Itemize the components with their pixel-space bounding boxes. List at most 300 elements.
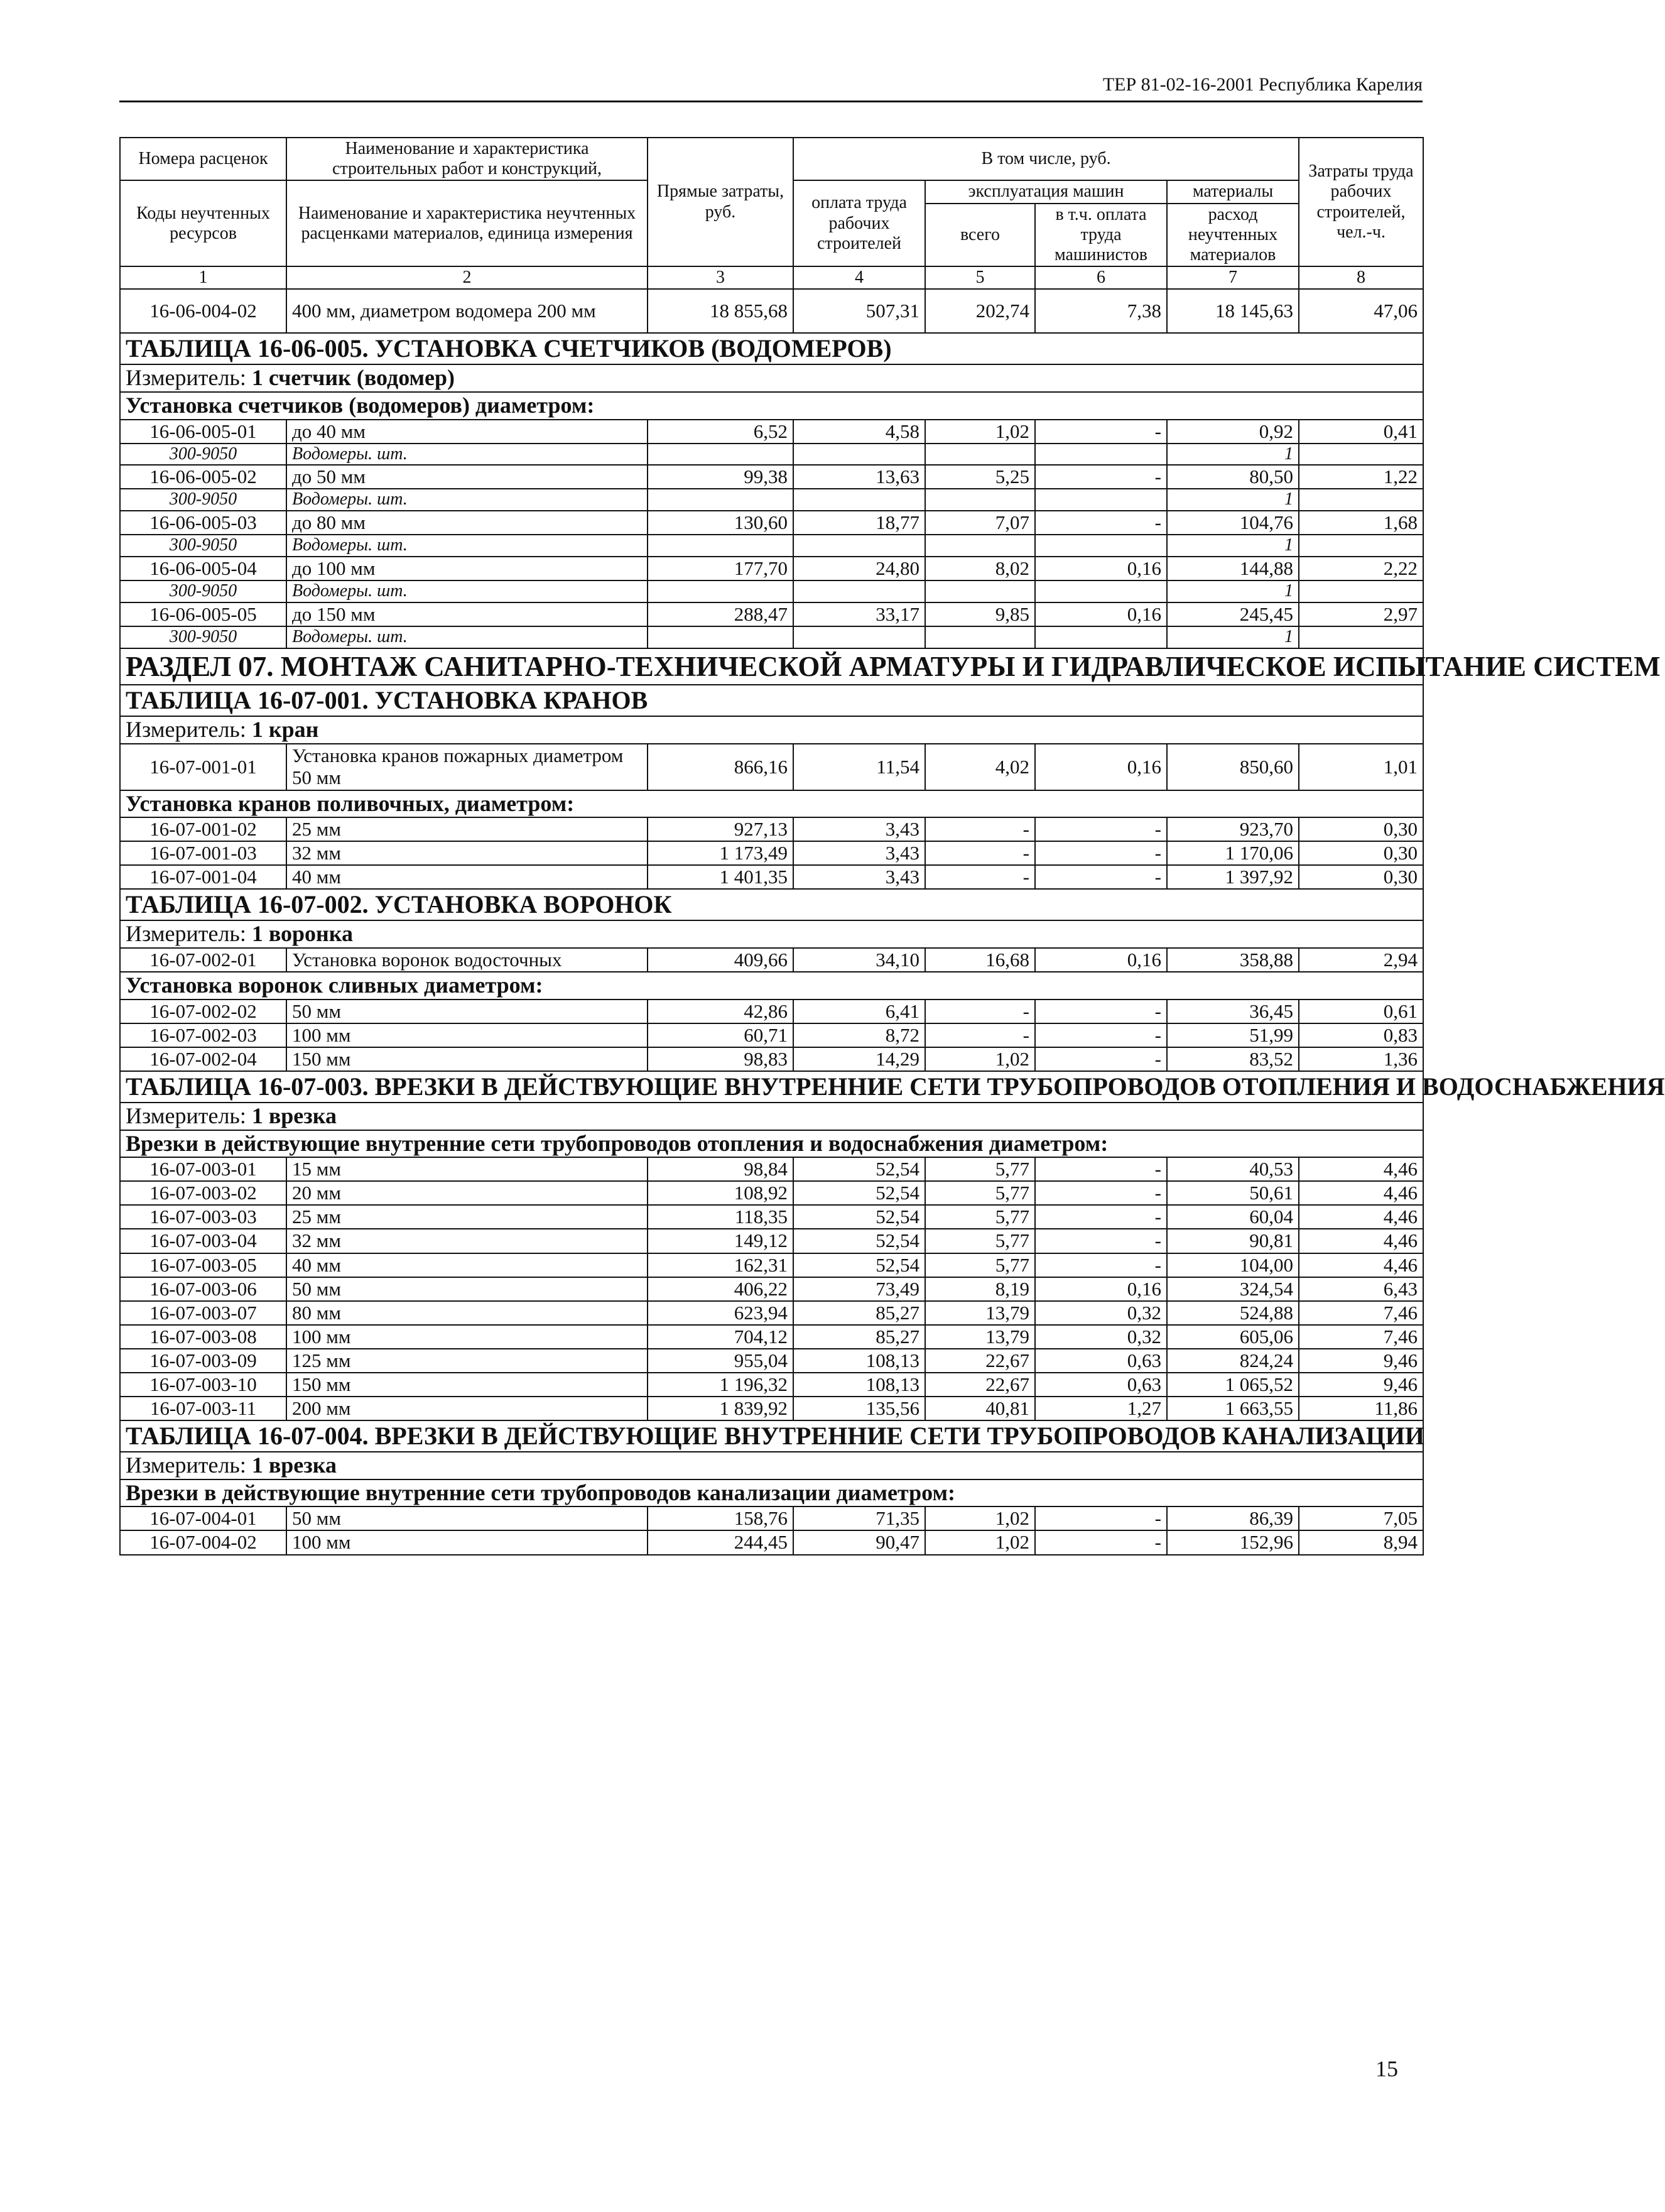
cell-value: - — [1035, 1023, 1167, 1047]
cell-value: - — [1035, 1205, 1167, 1229]
cell-value: 8,19 — [925, 1277, 1035, 1301]
resource-name: Водомеры. шт. — [286, 444, 648, 466]
measure-value: 1 счетчик (водомер) — [251, 365, 455, 391]
cell-value: 80,50 — [1167, 465, 1299, 489]
cell-value: 1,01 — [1299, 744, 1423, 790]
cell-value: 409,66 — [648, 948, 793, 972]
resource-row — [120, 444, 1423, 466]
cell-value: 1 196,32 — [648, 1373, 793, 1397]
cell-value: 4,46 — [1299, 1157, 1423, 1181]
empty-cell — [925, 626, 1035, 648]
cell-value: 40,81 — [925, 1397, 1035, 1420]
table-row — [120, 289, 1423, 333]
empty-cell — [793, 444, 925, 466]
resource-row — [120, 535, 1423, 557]
cell-value: 704,12 — [648, 1325, 793, 1349]
cell-value: 5,77 — [925, 1157, 1035, 1181]
cell-value: 4,02 — [925, 744, 1035, 790]
cell-value: 51,99 — [1167, 1023, 1299, 1047]
cell-value: 90,81 — [1167, 1229, 1299, 1253]
cell-value: - — [1035, 865, 1167, 889]
rate-name: до 80 мм — [286, 511, 648, 535]
table-row — [120, 1047, 1423, 1071]
rate-name: 400 мм, диаметром водомера 200 мм — [286, 289, 648, 333]
table-row — [120, 1023, 1423, 1047]
cell-value: 927,13 — [648, 817, 793, 841]
table-row — [120, 1229, 1423, 1253]
rate-code: 16-07-004-01 — [120, 1506, 286, 1530]
cell-value: - — [1035, 1530, 1167, 1554]
table-row — [120, 511, 1423, 535]
cell-value: 1 401,35 — [648, 865, 793, 889]
cell-value: 5,77 — [925, 1181, 1035, 1205]
measure-label: Измеритель: — [126, 365, 246, 391]
empty-cell — [1299, 535, 1423, 557]
table-row — [120, 420, 1423, 444]
group-title-text: Установка счетчиков (водомеров) диаметром: — [120, 392, 1423, 420]
cell-value: 1,68 — [1299, 511, 1423, 535]
rates-table — [119, 137, 1665, 1555]
cell-value: 34,10 — [793, 948, 925, 972]
resource-qty: 1 — [1167, 444, 1299, 466]
group-title-text: Установка воронок сливных диаметром: — [120, 972, 1423, 1000]
cell-value: 0,83 — [1299, 1023, 1423, 1047]
rate-code: 16-07-003-08 — [120, 1325, 286, 1349]
group-title — [120, 392, 1423, 420]
cell-value: 108,13 — [793, 1349, 925, 1373]
rate-code: 16-07-001-03 — [120, 841, 286, 865]
col-number: 6 — [1035, 266, 1167, 289]
table-title-text: ТАБЛИЦА 16-07-003. ВРЕЗКИ В ДЕЙСТВУЮЩИЕ ВНУТРЕННИЕ СЕТИ ТРУБОПРОВОДОВ ОТОПЛЕНИЯ И ВОДОСНАБЖЕНИЯ — [120, 1071, 1423, 1103]
header-vtch: в т.ч. оплата труда машинистов — [1035, 204, 1167, 267]
cell-value: 7,46 — [1299, 1325, 1423, 1349]
rate-code: 16-07-003-09 — [120, 1349, 286, 1373]
group-title — [120, 1479, 1423, 1507]
rate-code: 16-06-005-03 — [120, 511, 286, 535]
empty-cell — [1299, 580, 1423, 602]
resource-qty: 1 — [1167, 580, 1299, 602]
cell-value: - — [1035, 1157, 1167, 1181]
empty-cell — [793, 489, 925, 511]
t004-rows — [120, 1506, 1423, 1554]
rate-name: 50 мм — [286, 1277, 648, 1301]
cell-value: 4,46 — [1299, 1181, 1423, 1205]
measure-label: Измеритель: — [126, 1452, 246, 1478]
cell-value: 60,71 — [648, 1023, 793, 1047]
table-row — [120, 1253, 1423, 1277]
cell-value: 1 170,06 — [1167, 841, 1299, 865]
resource-code: 300-9050 — [120, 626, 286, 648]
cell-value: 9,85 — [925, 602, 1035, 626]
cell-value: 2,97 — [1299, 602, 1423, 626]
empty-cell — [1035, 626, 1167, 648]
t003-rows — [120, 1157, 1423, 1420]
cell-value: 98,83 — [648, 1047, 793, 1071]
rate-code: 16-07-001-01 — [120, 744, 286, 790]
cell-value: 144,88 — [1167, 557, 1299, 580]
resource-name: Водомеры. шт. — [286, 535, 648, 557]
cell-value: 0,30 — [1299, 865, 1423, 889]
resource-row — [120, 580, 1423, 602]
header-naim2: Наименование и характеристика неучтенных расценками материалов, единица измерения — [286, 180, 648, 266]
col-number: 8 — [1299, 266, 1423, 289]
empty-cell — [793, 626, 925, 648]
rate-name: Установка воронок водосточных — [286, 948, 648, 972]
cell-value: 0,30 — [1299, 817, 1423, 841]
empty-cell — [648, 580, 793, 602]
rate-name: 100 мм — [286, 1325, 648, 1349]
cell-value: 245,45 — [1167, 602, 1299, 626]
col-number: 4 — [793, 266, 925, 289]
cell-value: 85,27 — [793, 1301, 925, 1325]
header-rashod: расход неучтенных материалов — [1167, 204, 1299, 267]
measure-row — [120, 1103, 1423, 1130]
cell-value: 7,38 — [1035, 289, 1167, 333]
cell-value: 130,60 — [648, 511, 793, 535]
cell-value: 42,86 — [648, 1000, 793, 1023]
cell-value: 7,46 — [1299, 1301, 1423, 1325]
rate-code: 16-06-004-02 — [120, 289, 286, 333]
rate-name: до 50 мм — [286, 465, 648, 489]
cell-value: 5,77 — [925, 1205, 1035, 1229]
table-row — [120, 1325, 1423, 1349]
cell-value: 52,54 — [793, 1229, 925, 1253]
header-zatraty: Затраты труда рабочих строителей, чел.-ч. — [1299, 138, 1423, 266]
cell-value: 14,29 — [793, 1047, 925, 1071]
resource-qty: 1 — [1167, 489, 1299, 511]
rate-name: 125 мм — [286, 1349, 648, 1373]
cell-value: 0,63 — [1035, 1349, 1167, 1373]
table-title-text: ТАБЛИЦА 16-06-005. УСТАНОВКА СЧЕТЧИКОВ (ВОДОМЕРОВ) — [120, 333, 1423, 364]
cell-value: 108,92 — [648, 1181, 793, 1205]
cell-value: 1,22 — [1299, 465, 1423, 489]
cell-value: 24,80 — [793, 557, 925, 580]
cell-value: - — [1035, 841, 1167, 865]
resource-qty: 1 — [1167, 626, 1299, 648]
cell-value: 52,54 — [793, 1253, 925, 1277]
cell-value: 0,16 — [1035, 557, 1167, 580]
cell-value: 1,02 — [925, 1530, 1035, 1554]
cell-value: 955,04 — [648, 1349, 793, 1373]
cell-value: 0,41 — [1299, 420, 1423, 444]
table-title — [120, 889, 1423, 920]
measure-row — [120, 1452, 1423, 1479]
cell-value: 71,35 — [793, 1506, 925, 1530]
empty-cell — [925, 535, 1035, 557]
table-title — [120, 333, 1423, 364]
cell-value: 108,13 — [793, 1373, 925, 1397]
header-ekspl: эксплуатация машин — [925, 180, 1167, 203]
table-title — [120, 1420, 1423, 1452]
cell-value: 0,16 — [1035, 1277, 1167, 1301]
resource-name: Водомеры. шт. — [286, 489, 648, 511]
empty-cell — [1299, 626, 1423, 648]
table-row — [120, 465, 1423, 489]
cell-value: 358,88 — [1167, 948, 1299, 972]
cell-value: 1 663,55 — [1167, 1397, 1299, 1420]
cell-value: 13,79 — [925, 1325, 1035, 1349]
empty-cell — [793, 580, 925, 602]
rate-name: 32 мм — [286, 841, 648, 865]
cell-value: 1 173,49 — [648, 841, 793, 865]
cell-value: 52,54 — [793, 1157, 925, 1181]
cell-value: 0,16 — [1035, 602, 1167, 626]
cell-value: 6,41 — [793, 1000, 925, 1023]
cell-value: 0,63 — [1035, 1373, 1167, 1397]
rate-code: 16-07-003-11 — [120, 1397, 286, 1420]
measure-row — [120, 716, 1423, 744]
empty-cell — [1035, 444, 1167, 466]
rate-name: 25 мм — [286, 1205, 648, 1229]
empty-cell — [648, 626, 793, 648]
header-v-tom-chisle: В том числе, руб. — [793, 138, 1299, 180]
cell-value: 18,77 — [793, 511, 925, 535]
cell-value: 6,52 — [648, 420, 793, 444]
rate-name: 25 мм — [286, 817, 648, 841]
col-number: 5 — [925, 266, 1035, 289]
measure-row — [120, 364, 1423, 392]
col-number: 3 — [648, 266, 793, 289]
rate-name: 100 мм — [286, 1530, 648, 1554]
section-heading — [120, 648, 1423, 685]
empty-cell — [925, 444, 1035, 466]
table-row — [120, 1349, 1423, 1373]
empty-cell — [793, 535, 925, 557]
group-title-text: Врезки в действующие внутренние сети трубопроводов канализации диаметром: — [120, 1479, 1423, 1507]
cell-value: 824,24 — [1167, 1349, 1299, 1373]
measure-label: Измеритель: — [126, 1103, 246, 1128]
measure-value: 1 воронка — [251, 921, 353, 947]
measure-label: Измеритель: — [126, 716, 246, 742]
rate-code: 16-06-005-01 — [120, 420, 286, 444]
table-title-text: ТАБЛИЦА 16-07-004. ВРЕЗКИ В ДЕЙСТВУЮЩИЕ ВНУТРЕННИЕ СЕТИ ТРУБОПРОВОДОВ КАНАЛИЗАЦИИ — [120, 1420, 1423, 1452]
empty-cell — [925, 489, 1035, 511]
cell-value: 0,16 — [1035, 948, 1167, 972]
cell-value: 202,74 — [925, 289, 1035, 333]
rate-name: 20 мм — [286, 1181, 648, 1205]
measure-value: 1 врезка — [251, 1103, 337, 1128]
table-row — [120, 1301, 1423, 1325]
cell-value: 850,60 — [1167, 744, 1299, 790]
empty-cell — [648, 444, 793, 466]
cell-value: - — [1035, 1047, 1167, 1071]
cell-value: 47,06 — [1299, 289, 1423, 333]
cell-value: 8,72 — [793, 1023, 925, 1047]
header-kody: Коды неучтенных ресурсов — [120, 180, 286, 266]
cell-value: 86,39 — [1167, 1506, 1299, 1530]
rate-name: до 40 мм — [286, 420, 648, 444]
cell-value: - — [925, 1000, 1035, 1023]
header-pryamye: Прямые затраты, руб. — [648, 138, 793, 266]
cell-value: 18 145,63 — [1167, 289, 1299, 333]
empty-cell — [925, 580, 1035, 602]
rate-code: 16-07-002-04 — [120, 1047, 286, 1071]
cell-value: 7,07 — [925, 511, 1035, 535]
table-row — [120, 602, 1423, 626]
table-row — [120, 865, 1423, 889]
rate-name: 80 мм — [286, 1301, 648, 1325]
cell-value: 13,79 — [925, 1301, 1035, 1325]
cell-value: 2,94 — [1299, 948, 1423, 972]
cell-value: 288,47 — [648, 602, 793, 626]
rate-code: 16-07-003-03 — [120, 1205, 286, 1229]
cell-value: 52,54 — [793, 1205, 925, 1229]
table-row — [120, 1506, 1423, 1530]
cell-value: 1,02 — [925, 1506, 1035, 1530]
cell-value: 9,46 — [1299, 1373, 1423, 1397]
cell-value: 923,70 — [1167, 817, 1299, 841]
rate-code: 16-07-004-02 — [120, 1530, 286, 1554]
cell-value: 104,76 — [1167, 511, 1299, 535]
rate-code: 16-07-002-01 — [120, 948, 286, 972]
rate-code: 16-07-001-04 — [120, 865, 286, 889]
cell-value: 507,31 — [793, 289, 925, 333]
rate-name: до 100 мм — [286, 557, 648, 580]
cell-value: 5,77 — [925, 1229, 1035, 1253]
table-row — [120, 948, 1423, 972]
page-number: 15 — [1375, 2056, 1398, 2081]
cell-value: 1 839,92 — [648, 1397, 793, 1420]
cell-value: 60,04 — [1167, 1205, 1299, 1229]
rate-code: 16-07-001-02 — [120, 817, 286, 841]
cell-value: - — [925, 817, 1035, 841]
cell-value: 0,30 — [1299, 841, 1423, 865]
table-row — [120, 841, 1423, 865]
table-row — [120, 1397, 1423, 1420]
cell-value: 22,67 — [925, 1349, 1035, 1373]
cell-value: 52,54 — [793, 1181, 925, 1205]
cell-value: - — [1035, 1229, 1167, 1253]
col-number: 7 — [1167, 266, 1299, 289]
cell-value: 1,02 — [925, 420, 1035, 444]
cell-value: 3,43 — [793, 841, 925, 865]
rate-name: 40 мм — [286, 1253, 648, 1277]
empty-cell — [1035, 489, 1167, 511]
cell-value: 135,56 — [793, 1397, 925, 1420]
cell-value: - — [925, 1023, 1035, 1047]
cell-value: 5,77 — [925, 1253, 1035, 1277]
measure-label: Измеритель: — [126, 921, 246, 947]
rate-name: 50 мм — [286, 1506, 648, 1530]
cell-value: 6,43 — [1299, 1277, 1423, 1301]
cell-value: 7,05 — [1299, 1506, 1423, 1530]
cell-value: 158,76 — [648, 1506, 793, 1530]
cell-value: 0,16 — [1035, 744, 1167, 790]
resource-row — [120, 626, 1423, 648]
resource-code: 300-9050 — [120, 444, 286, 466]
table-row — [120, 557, 1423, 580]
rate-name: 200 мм — [286, 1397, 648, 1420]
rate-name: 32 мм — [286, 1229, 648, 1253]
measure-row — [120, 920, 1423, 948]
cell-value: 85,27 — [793, 1325, 925, 1349]
rate-code: 16-07-003-10 — [120, 1373, 286, 1397]
cell-value: 90,47 — [793, 1530, 925, 1554]
cell-value: 11,86 — [1299, 1397, 1423, 1420]
rate-name: 15 мм — [286, 1157, 648, 1181]
table-row — [120, 817, 1423, 841]
cell-value: 1,02 — [925, 1047, 1035, 1071]
cell-value: - — [925, 841, 1035, 865]
cell-value: - — [1035, 511, 1167, 535]
cell-value: 152,96 — [1167, 1530, 1299, 1554]
t001-rows — [120, 817, 1423, 889]
table-title — [120, 1071, 1423, 1103]
table-row — [120, 1205, 1423, 1229]
table-row — [120, 1000, 1423, 1023]
rate-name: до 150 мм — [286, 602, 648, 626]
rate-code: 16-07-003-07 — [120, 1301, 286, 1325]
cell-value: 9,46 — [1299, 1349, 1423, 1373]
cell-value: 83,52 — [1167, 1047, 1299, 1071]
rate-name: 100 мм — [286, 1023, 648, 1047]
cell-value: 0,32 — [1035, 1325, 1167, 1349]
rate-code: 16-07-002-02 — [120, 1000, 286, 1023]
measure-value: 1 кран — [251, 716, 319, 742]
group-title — [120, 972, 1423, 1000]
rate-code: 16-07-003-01 — [120, 1157, 286, 1181]
rate-name: 50 мм — [286, 1000, 648, 1023]
cell-value: 18 855,68 — [648, 289, 793, 333]
cell-value: - — [1035, 1506, 1167, 1530]
cell-value: 13,63 — [793, 465, 925, 489]
cell-value: - — [1035, 1000, 1167, 1023]
cell-value: 244,45 — [648, 1530, 793, 1554]
group-title-text: Врезки в действующие внутренние сети трубопроводов отопления и водоснабжения диаметром: — [120, 1130, 1423, 1158]
table-title — [120, 685, 1423, 716]
cell-value: 324,54 — [1167, 1277, 1299, 1301]
rate-name: Установка кранов пожарных диаметром 50 мм — [286, 744, 648, 790]
empty-cell — [1035, 580, 1167, 602]
cell-value: 16,68 — [925, 948, 1035, 972]
cell-value: 22,67 — [925, 1373, 1035, 1397]
resource-qty: 1 — [1167, 535, 1299, 557]
table-row — [120, 1530, 1423, 1554]
group-title — [120, 790, 1423, 818]
table-row — [120, 1373, 1423, 1397]
rate-code: 16-07-003-04 — [120, 1229, 286, 1253]
cell-value: 33,17 — [793, 602, 925, 626]
rate-code: 16-07-002-03 — [120, 1023, 286, 1047]
cell-value: 162,31 — [648, 1253, 793, 1277]
rate-name: 150 мм — [286, 1373, 648, 1397]
cell-value: 5,25 — [925, 465, 1035, 489]
cell-value: 98,84 — [648, 1157, 793, 1181]
cell-value: 104,00 — [1167, 1253, 1299, 1277]
cell-value: 50,61 — [1167, 1181, 1299, 1205]
cell-value: 4,58 — [793, 420, 925, 444]
cell-value: 11,54 — [793, 744, 925, 790]
header-oplata: оплата труда рабочих строителей — [793, 180, 925, 266]
cell-value: 1 065,52 — [1167, 1373, 1299, 1397]
cell-value: 623,94 — [648, 1301, 793, 1325]
empty-cell — [1035, 535, 1167, 557]
header-row-1 — [120, 138, 1423, 180]
t002-rows — [120, 1000, 1423, 1071]
cell-value: 0,61 — [1299, 1000, 1423, 1023]
resource-code: 300-9050 — [120, 580, 286, 602]
cell-value: 8,02 — [925, 557, 1035, 580]
header-materialy: материалы — [1167, 180, 1299, 203]
section-title: РАЗДЕЛ 07. МОНТАЖ САНИТАРНО-ТЕХНИЧЕСКОЙ АРМАТУРЫ И ГИДРАВЛИЧЕСКОЕ ИСПЫТАНИЕ СИСТЕМ — [120, 648, 1423, 685]
resource-code: 300-9050 — [120, 489, 286, 511]
cell-value: - — [1035, 1253, 1167, 1277]
rate-code: 16-06-005-04 — [120, 557, 286, 580]
header-naim1: Наименование и характеристика строительных работ и конструкций, — [286, 138, 648, 180]
cell-value: 36,45 — [1167, 1000, 1299, 1023]
rate-code: 16-07-003-06 — [120, 1277, 286, 1301]
cell-value: 524,88 — [1167, 1301, 1299, 1325]
